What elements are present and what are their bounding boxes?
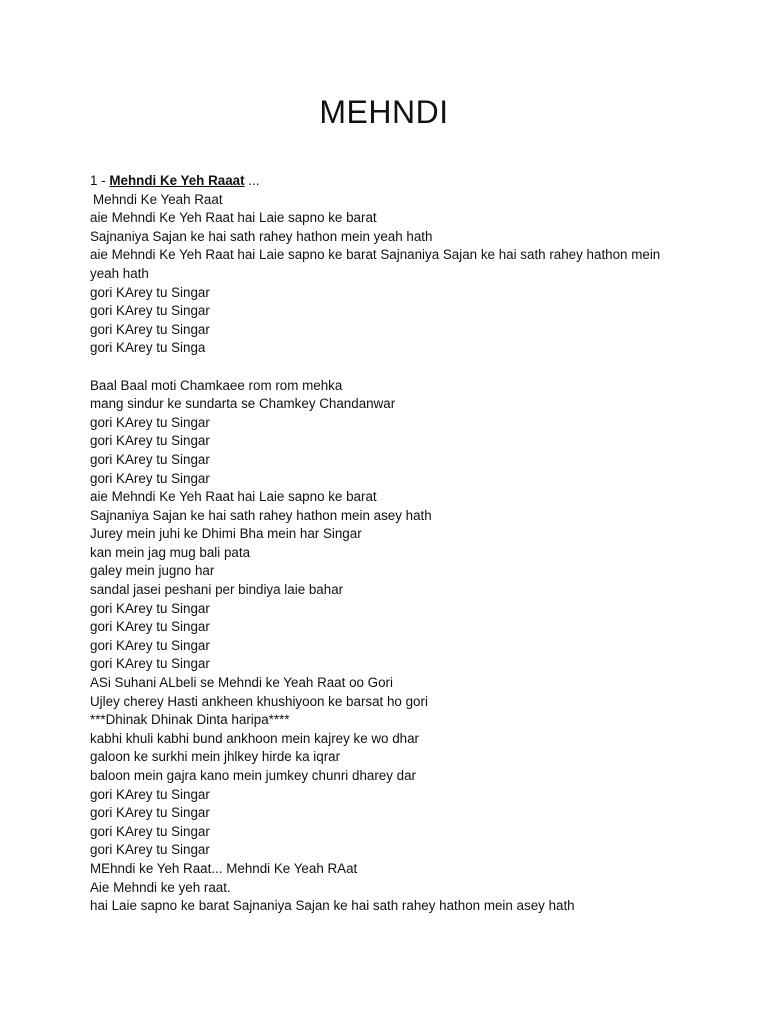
lyric-line: aie Mehndi Ke Yeh Raat hai Laie sapno ke barat Sajnaniya Sajan ke hai sath rahey hathon mein yeah hath	[90, 247, 661, 281]
lyric-line: Ujley cherey Hasti ankheen khushiyoon ke barsat ho gori	[90, 693, 428, 709]
lyric-line: mang sindur ke sundarta se Chamkey Chandanwar	[90, 396, 396, 412]
lyric-line: gori KArey tu Singar	[90, 600, 210, 616]
lyric-line: gori KArey tu Singar	[90, 637, 210, 653]
stanza-break	[90, 358, 690, 377]
lyric-line: aie Mehndi Ke Yeh Raat hai Laie sapno ke barat	[90, 210, 377, 226]
lyric-line: gori KArey tu Singar	[90, 842, 210, 858]
lyric-line: gori KArey tu Singar	[90, 284, 210, 300]
lyric-line: gori KArey tu Singar	[90, 805, 210, 821]
lyric-line: MEhndi ke Yeh Raat... Mehndi Ke Yeah RAat	[90, 860, 358, 876]
lyric-line: galoon ke surkhi mein jhlkey hirde ka iqrar	[90, 749, 341, 765]
song-number: 1 -	[90, 173, 110, 188]
lyrics-body	[90, 172, 690, 916]
lyric-line: hai Laie sapno ke barat Sajnaniya Sajan ke hai sath rahey hathon mein asey hath	[90, 898, 575, 914]
lyric-line: ***Dhinak Dhinak Dinta haripa****	[90, 712, 290, 728]
lyric-line: Sajnaniya Sajan ke hai sath rahey hathon mein yeah hath	[90, 228, 433, 244]
lyric-line: gori KArey tu Singar	[90, 433, 210, 449]
lyric-line: Jurey mein juhi ke Dhimi Bha mein har Singar	[90, 526, 362, 542]
lyric-line: sandal jasei peshani per bindiya laie bahar	[90, 582, 344, 598]
lyric-line: Mehndi Ke Yeah Raat	[93, 191, 223, 207]
lyric-line: aie Mehndi Ke Yeh Raat hai Laie sapno ke barat	[90, 489, 377, 505]
song-heading	[90, 172, 690, 191]
lyric-line: gori KArey tu Singa	[90, 340, 206, 356]
lyric-line: gori KArey tu Singar	[90, 823, 210, 839]
lyric-line: gori KArey tu Singar	[90, 656, 210, 672]
lyric-line: gori KArey tu Singar	[90, 786, 210, 802]
document-title: MEHNDI	[319, 94, 449, 130]
lyric-line: gori KArey tu Singar	[90, 303, 210, 319]
lyric-line: gori KArey tu Singar	[90, 414, 210, 430]
lyric-line: kabhi khuli kabhi bund ankhoon mein kajrey ke wo dhar	[90, 730, 420, 746]
lyric-line: gori KArey tu Singar	[90, 321, 210, 337]
song-ellipsis: ...	[244, 173, 260, 188]
song-title-link[interactable]: Mehndi Ke Yeh Raaat	[109, 173, 245, 188]
lyric-line: gori KArey tu Singar	[90, 470, 210, 486]
lyric-line: baloon mein gajra kano mein jumkey chunri dharey dar	[90, 768, 417, 783]
lyric-line: Sajnaniya Sajan ke hai sath rahey hathon mein asey hath	[90, 507, 432, 523]
lyric-line: Baal Baal moti Chamkaee rom rom mehka	[90, 377, 343, 393]
lyric-line: Aie Mehndi ke yeh raat.	[90, 879, 231, 895]
lyric-line: ASi Suhani ALbeli se Mehndi ke Yeah Raat oo Gori	[90, 675, 393, 691]
lyric-line: gori KArey tu Singar	[90, 451, 210, 467]
lyric-line: gori KArey tu Singar	[90, 619, 210, 635]
lyric-line: kan mein jag mug bali pata	[90, 544, 251, 560]
lyric-line: galey mein jugno har	[90, 563, 215, 579]
